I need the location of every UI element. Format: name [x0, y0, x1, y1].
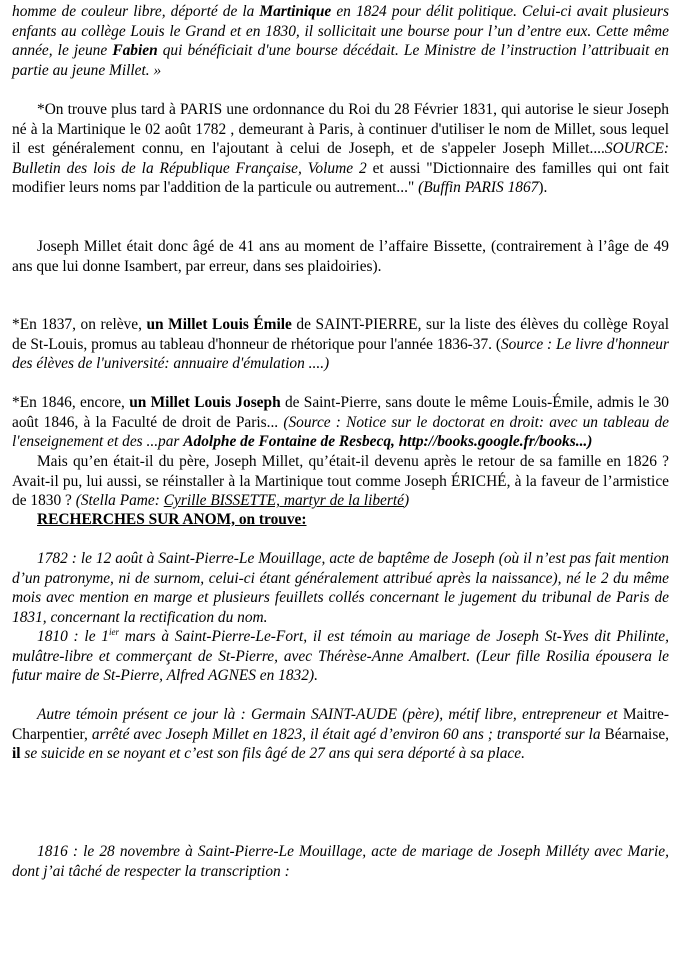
1782-paragraph — [12, 549, 669, 627]
text-run: un Millet Louis Émile — [146, 316, 292, 333]
text-run: se suicide en se noyant et c’est son fils âgé de 27 ans qui sera déporté à sa place. — [20, 745, 525, 763]
anom-heading — [12, 510, 669, 530]
1837-paragraph — [12, 315, 669, 374]
text-run: Autre témoin présent ce jour là : Germain SAINT-AUDE (père), métif libre, entrepreneur et — [37, 706, 623, 723]
text-run: qui bénéficiait d'une bourse décédait. Le Ministre de l’instruction l’attribuait en partie au jeune Millet. » — [12, 42, 670, 79]
text-run: SOURCE: Bulletin des lois de la République Française, Volume 2 — [12, 140, 669, 177]
text-run: ) — [403, 492, 410, 510]
father-paragraph — [12, 452, 669, 511]
text-run: *En 1846, encore, — [12, 394, 130, 411]
text-run: Adolphe de Fontaine de Resbecq, http://books.google.fr/books...) — [183, 433, 593, 451]
1846-paragraph — [12, 393, 669, 452]
text-run: Mais qu’en était-il du père, Joseph Millet, qu’était-il devenu après le retour de sa famille en 1826 ? Avait-il pu, lui aussi, se réinstaller à la Martinique tout comme Joseph ÉRICHÉ, à la faveur de l’armistice de 1830 ? — [12, 453, 669, 510]
text-run: en 1824 pour délit politique. Celui-ci avait plusieurs enfants au collège Louis le Grand et en 1830, il sollicitait une bourse pour l’un d’entre eux. Cette même année, le jeune — [12, 3, 670, 60]
text-run: 1816 : le 28 novembre à Saint-Pierre-Le Mouillage, acte de mariage de Joseph Milléty avec Marie, dont j’ai tâché de respecter la transcription : — [12, 843, 669, 880]
text-run: Cyrille BISSETTE, martyr de la liberté — [163, 492, 404, 510]
text-run: (Buffin PARIS 1867 — [418, 179, 539, 197]
text-run: *On trouve plus tard à PARIS une ordonnance du Roi du 28 Février 1831, qui autorise le sieur Joseph né à la Martinique le 02 août 1782 , demeurant à Paris, à continuer d'utiliser le nom de Millet, sous lequel il est généralement connu, en l'ajoutant à celui de Joseph, et de s'appeler Joseph Millet.... — [12, 101, 669, 158]
1810-paragraph — [12, 627, 669, 686]
ordonnance-paragraph — [12, 100, 669, 198]
text-run: ). — [538, 179, 548, 197]
text-run: de Saint-Pierre, sans doute le même Louis-Émile, admis le 30 août 1846, à la Faculté de droit de Paris... — [12, 394, 669, 431]
text-run: Fabien — [112, 42, 158, 60]
text-run: Joseph Millet était donc âgé de 41 ans au moment de l’affaire Bissette, (contrairement à l’âge de 49 ans que lui donne Isambert, par erreur, dans ses plaidoiries). — [12, 238, 669, 275]
text-run: 1782 : le 12 août à Saint-Pierre-Le Mouillage, acte de baptême de Joseph (où il n’est pas fait mention d’un patronyme, ni de surnom, celui-ci étant généralement attribué après la naissance), né le 2 du même mois avec mention en marge et plusieurs feuillets collés concernant le jugement du tribunal de Paris de 1831, concernant la rectification du nom. — [12, 550, 669, 626]
age-paragraph — [12, 237, 669, 276]
text-run: arrêté avec Joseph Millet en 1823, il était agé d’environ 60 ans ; transporté sur la — [91, 725, 605, 743]
witness-paragraph — [12, 705, 669, 764]
1816-paragraph — [12, 842, 669, 881]
quote-paragraph — [12, 2, 669, 80]
text-run: ier — [109, 626, 119, 637]
text-run: (Stella Pame: — [75, 492, 164, 510]
text-run: et aussi "Dictionnaire des familles qui ont fait modifier leurs noms par l'addition de la particule ou autrement..." — [12, 159, 670, 197]
text-run: de SAINT-PIERRE, sur la liste des élèves du collège Royal de St-Louis, promus au tableau d'honneur de rhétorique pour l'année 1836-37. ( — [12, 316, 670, 353]
text-run: Source : Le livre d'honneur des élèves de l'université: annuaire d'émulation ....) — [12, 335, 669, 373]
text-run: un Millet Louis Joseph — [129, 394, 281, 411]
text-run: Béarnaise, — [604, 725, 669, 743]
text-run: RECHERCHES SUR ANOM, on trouve: — [37, 511, 307, 528]
text-run: *En 1837, on relève, — [12, 316, 147, 333]
text-run: homme de couleur libre, déporté de la — [12, 3, 260, 20]
text-run: il — [12, 745, 21, 763]
text-run: 1810 : le 1 — [37, 628, 109, 645]
text-run: Martinique — [259, 3, 332, 20]
text-run: mars à Saint-Pierre-Le-Fort, il est témoin au mariage de Joseph St-Yves dit Philinte, mulâtre-libre et commerçant de St-Pierre, avec Thérèse-Anne Amalbert. (Leur fille Rosilia épousera le futur maire de St-Pierre, Alfred AGNES en 1832). — [12, 628, 669, 685]
text-run: (Source : Notice sur le doctorat en droit: avec un tableau de l'enseignement et des ...par — [12, 413, 669, 451]
text-run: Maitre-Charpentier, — [12, 706, 669, 743]
